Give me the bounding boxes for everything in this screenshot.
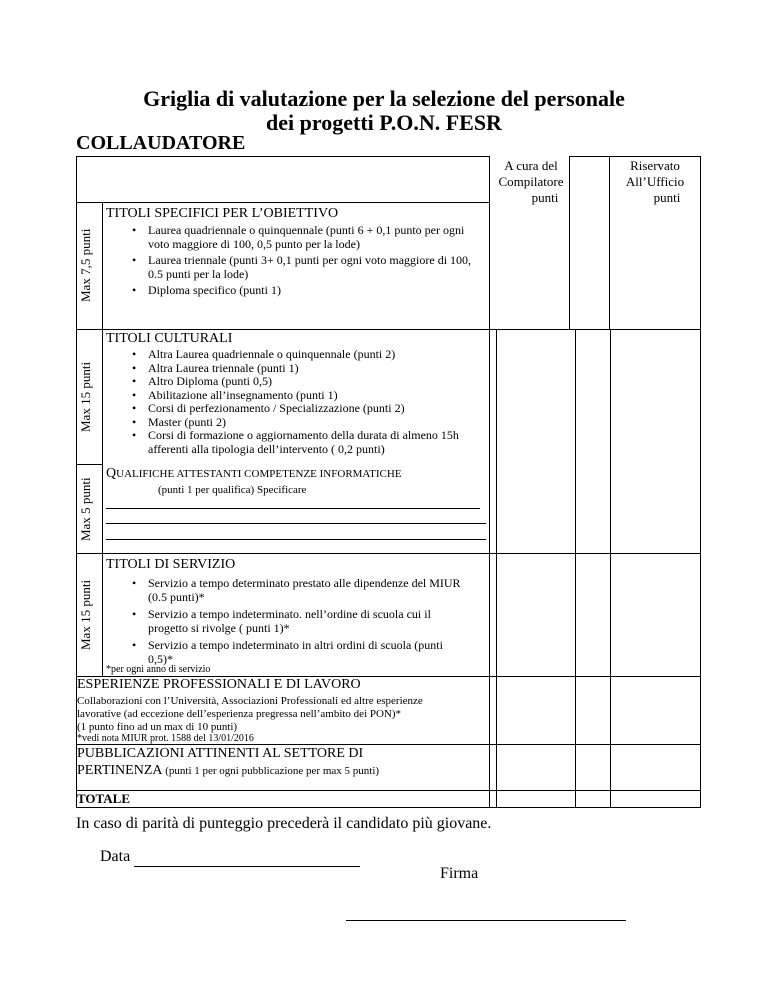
heading-initial: Q: [106, 466, 117, 481]
section-heading-servizio: TITOLI DI SERVIZIO: [106, 557, 236, 572]
pubblicazioni-line2: PERTINENZA: [77, 763, 162, 778]
list-item: • Corsi di formazione o aggiornamento della durata di almeno 15h afferenti alla tipologia dell’intervento ( 0,2 punti): [106, 429, 476, 456]
list-item: • Servizio a tempo determinato prestato alle dipendenze del MIUR (0.5 punti)*: [106, 576, 464, 604]
list-culturali: [106, 348, 476, 456]
data-label: Data: [100, 848, 131, 865]
esperienze-line3: (1 punto fino ad un max di 10 punti): [77, 721, 238, 733]
parity-note: In caso di parità di punteggio precederà il candidato più giovane.: [76, 815, 492, 832]
informatiche-note: (punti 1 per qualifica) Specificare: [158, 484, 307, 496]
ufficio-header: [610, 158, 700, 206]
page-title: Griglia di valutazione per la selezione del personale: [143, 86, 625, 111]
side-label-servizio: Max 15 punti: [78, 579, 93, 651]
page-subtitle: dei progetti P.O.N. FESR: [266, 110, 502, 135]
section-heading-culturali: TITOLI CULTURALI: [106, 331, 233, 346]
compilatore-header-line1: A cura del: [504, 158, 558, 173]
esperienze-text: [77, 695, 487, 734]
totale-label: TOTALE: [77, 791, 130, 806]
esperienze-line2: lavorative (ad eccezione dell’esperienza pregressa nell’ambito dei PON)*: [77, 708, 402, 720]
section-heading-esperienze: ESPERIENZE PROFESSIONALI E DI LAVORO: [77, 677, 361, 692]
section-heading-informatiche: [106, 466, 402, 482]
side-label-informatiche: Max 5 punti: [78, 477, 93, 541]
data-field[interactable]: [134, 866, 360, 867]
heading-rest: UALIFICHE ATTESTANTI COMPETENZE INFORMATICHE: [116, 468, 402, 480]
firma-label: Firma: [440, 865, 479, 882]
servizio-footnote: *per ogni anno di servizio: [106, 664, 211, 675]
list-specifici: [106, 223, 486, 297]
list-item: • Servizio a tempo indeterminato in altri ordini di scuola (punti 0,5)*: [106, 638, 464, 666]
esperienze-line1: Collaborazioni con l’Università, Associazioni Professionali ed altre esperienze: [77, 695, 423, 707]
ufficio-header-line2: All’Ufficio: [625, 174, 685, 189]
list-item: • Altra Laurea triennale (punti 1): [106, 362, 476, 376]
section-heading-specifici: TITOLI SPECIFICI PER L’OBIETTIVO: [106, 206, 339, 221]
specify-line-1[interactable]: [106, 508, 480, 509]
ufficio-header-line1: Riservato: [630, 158, 680, 173]
specify-line-2[interactable]: [106, 523, 486, 524]
compilatore-header-line3: punti: [531, 190, 559, 205]
side-label-culturali: Max 15 punti: [78, 361, 93, 433]
side-label-specifici: Max 7,5 punti: [78, 228, 93, 303]
compilatore-header-line2: Compilatore: [498, 174, 564, 189]
list-item: • Abilitazione all’insegnamento (punti 1): [106, 389, 476, 403]
specify-line-3[interactable]: [106, 539, 486, 540]
role-title: COLLAUDATORE: [76, 132, 246, 154]
list-item: • Master (punti 2): [106, 416, 476, 430]
list-item: • Corsi di perfezionamento / Specializzazione (punti 2): [106, 402, 476, 416]
esperienze-note: *vedi nota MIUR prot. 1588 del 13/01/2016: [77, 733, 254, 744]
pubblicazioni-line1: PUBBLICAZIONI ATTINENTI AL SETTORE DI: [77, 746, 364, 761]
signature-field[interactable]: [346, 920, 626, 921]
list-item: • Laurea quadriennale o quinquennale (punti 6 + 0,1 punto per ogni voto maggiore di 100, 0,5 punto per la lode): [106, 223, 486, 251]
section-heading-pubblicazioni: [77, 745, 379, 779]
pubblicazioni-note: (punti 1 per ogni pubblicazione per max 5 punti): [165, 765, 380, 777]
list-item: • Altro Diploma (punti 0,5): [106, 375, 476, 389]
ufficio-header-line3: punti: [653, 190, 681, 205]
list-item: • Altra Laurea quadriennale o quinquennale (punti 2): [106, 348, 476, 362]
list-item: • Diploma specifico (punti 1): [106, 283, 486, 297]
list-servizio: [106, 576, 464, 666]
list-item: • Laurea triennale (punti 3+ 0,1 punti per ogni voto maggiore di 100, 0.5 punti per la lode): [106, 253, 486, 281]
compilatore-header: [490, 158, 572, 206]
list-item: • Servizio a tempo indeterminato. nell’ordine di scuola cui il progetto si rivolge ( punti 1)*: [106, 607, 464, 635]
